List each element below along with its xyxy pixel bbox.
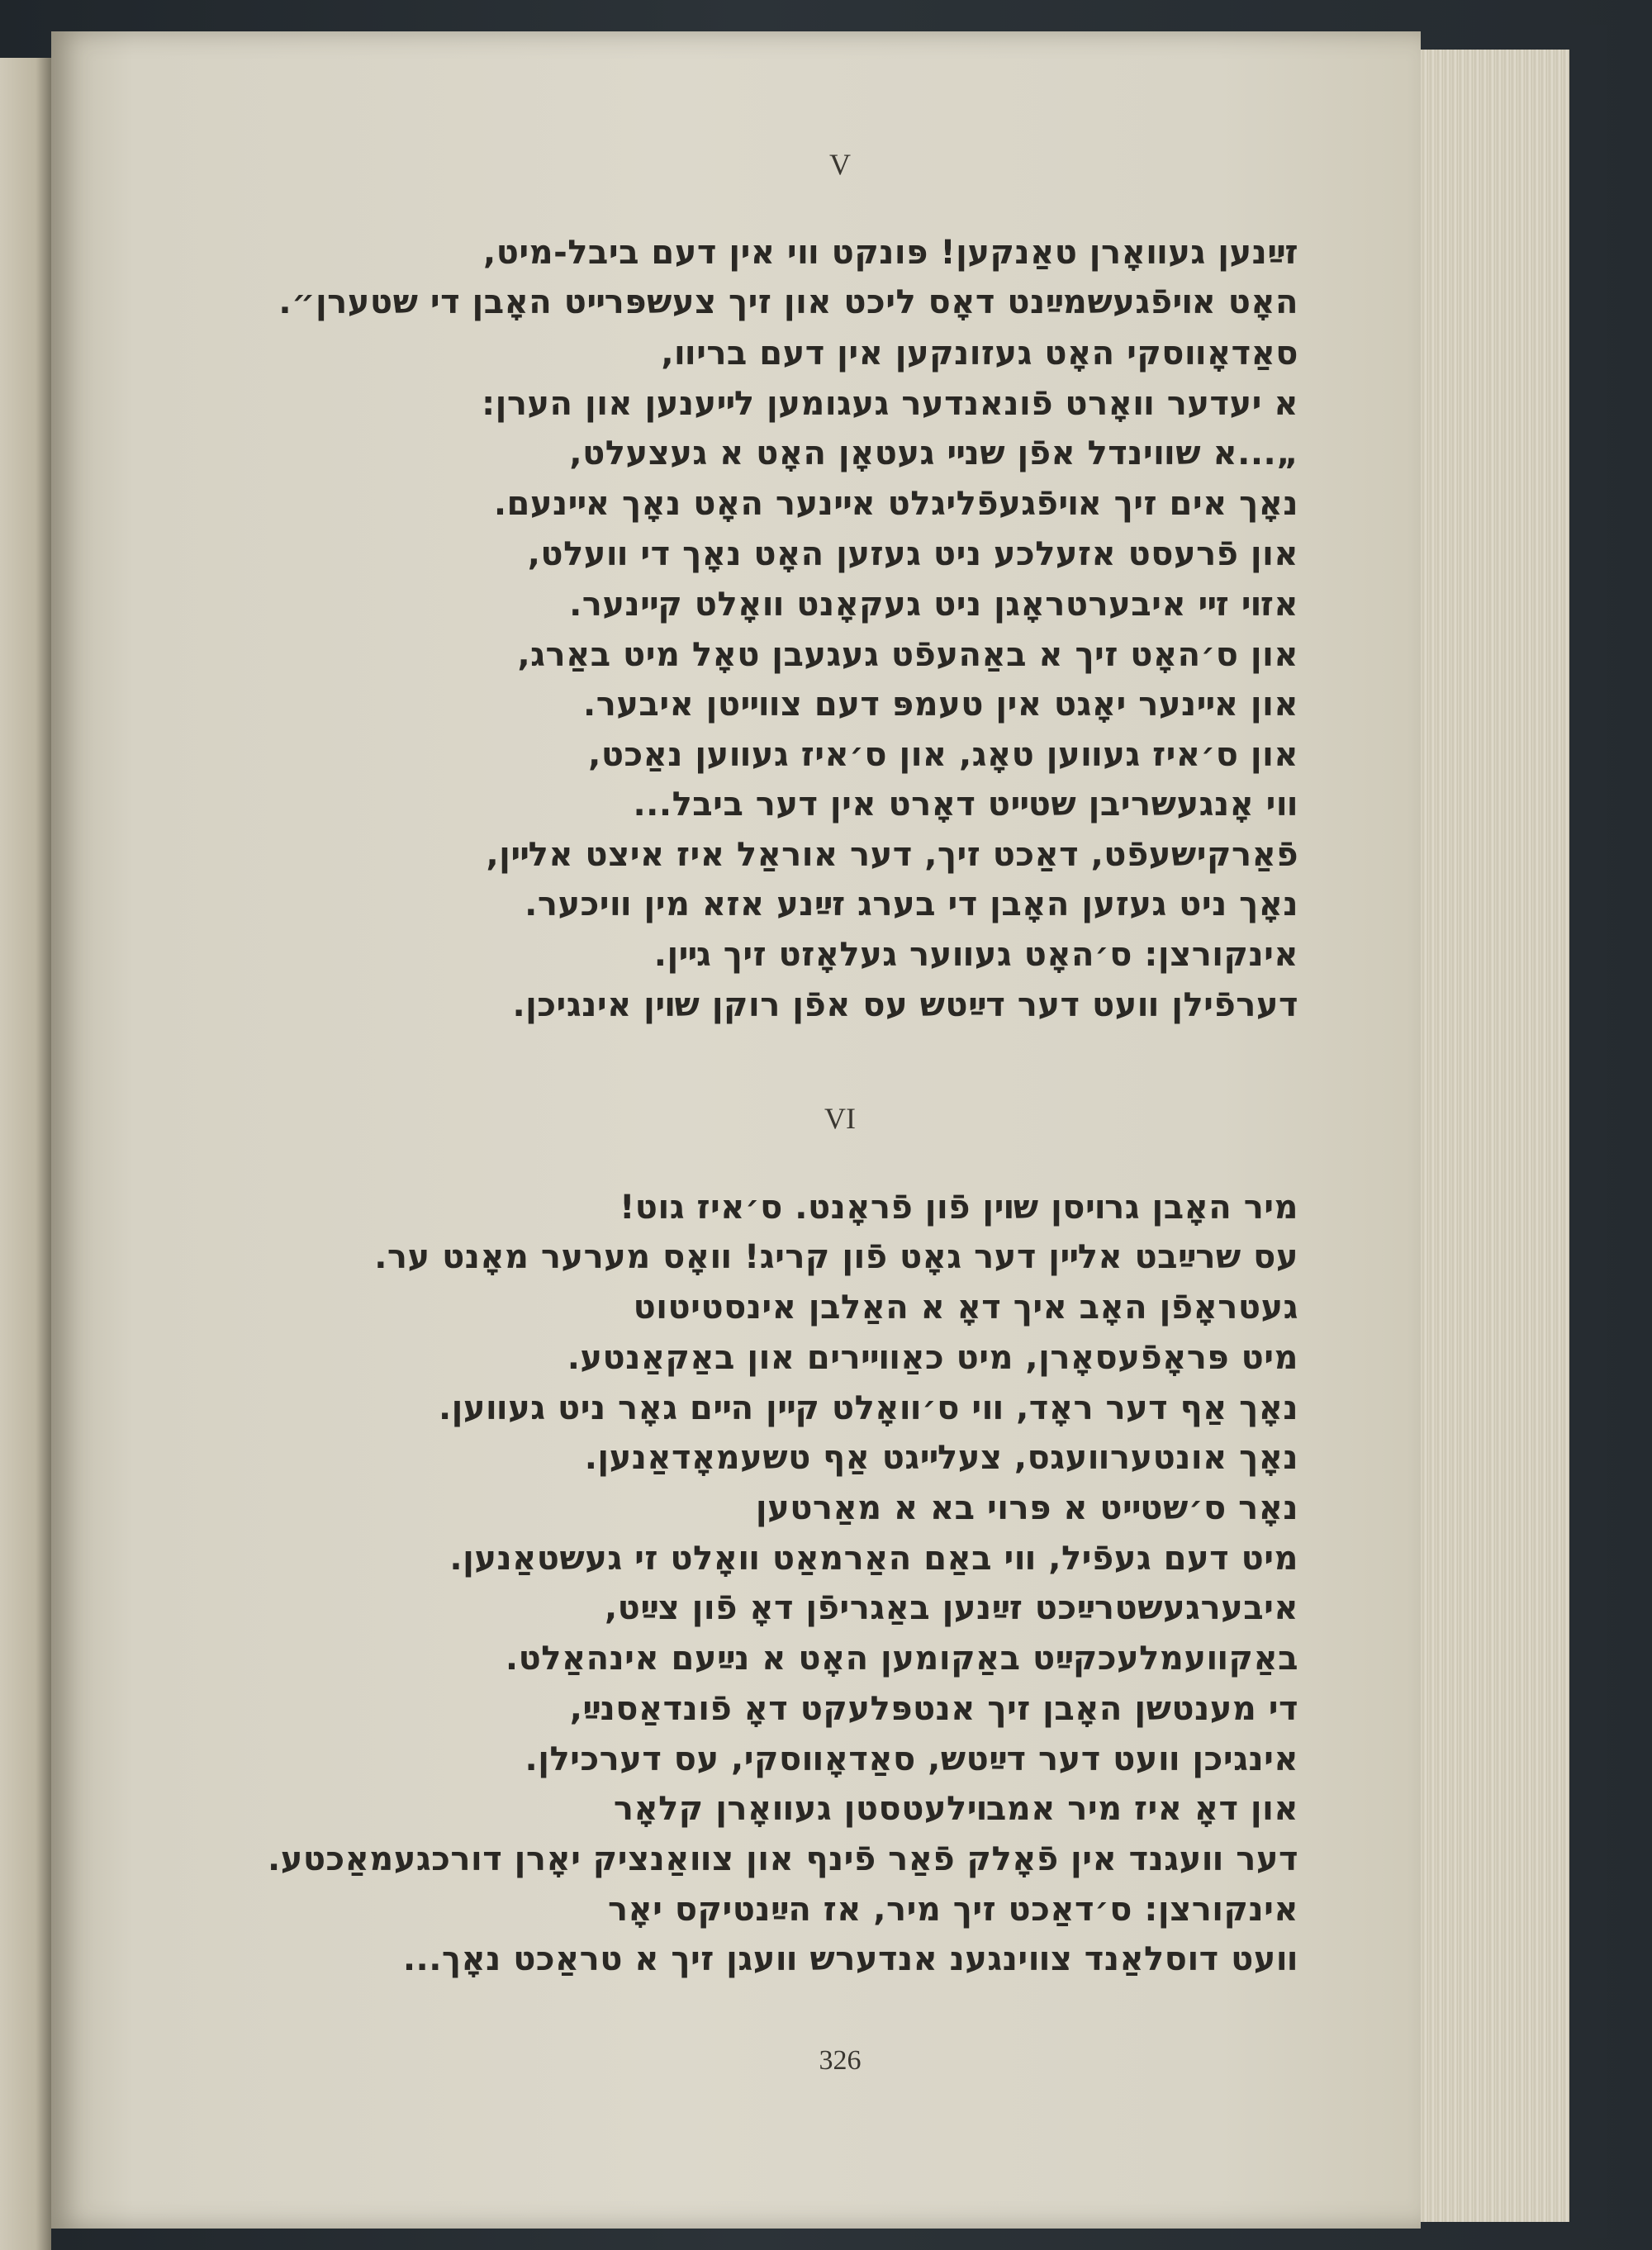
text-line: נאָך אַף דער ראָד, װי ס׳װאָלט קײן הײם גאָר ניט געװען.: [438, 1389, 1298, 1427]
text-line: פֿאַרקישעפֿט, דאַכט זיך, דער אוראַל איז איצט אלײן,: [486, 836, 1298, 874]
text-line: מיט דעם געפֿיל, װי באַם האַרמאַט װאָלט זי געשטאַנען.: [449, 1540, 1298, 1578]
text-line: זײַנען געװאָרן טאַנקען! פּונקט װי אין דעם ביבל-מיט,: [483, 234, 1298, 272]
text-line: געטראָפֿן האָב איך דאָ א האַלבן אינסטיטוט: [633, 1289, 1298, 1327]
section-number-vi: VI: [824, 1102, 856, 1135]
facing-page-edge: [0, 58, 51, 2250]
text-line: אינקורצן: ס׳האָט געװער געלאָזט זיך גײן.: [653, 936, 1298, 974]
text-line: אינגיכן װעט דער דײַטש, סאַדאָװסקי, עס דערכילן.: [525, 1740, 1298, 1778]
text-line: עס שרײַבט אלײן דער גאָט פֿון קריג! װאָס מערער מאָנט ער.: [374, 1238, 1298, 1276]
text-line: און פֿרעסט אזעלכע ניט געזען האָט נאָך די װעלט,: [527, 535, 1298, 573]
text-line: דערפֿילן װעט דער דײַטש עס אפֿן רוקן שױן אינגיכן.: [512, 986, 1298, 1024]
page-block-edges: [1421, 50, 1569, 2222]
text-line: „...א שװינדל אפֿן שנײ געטאָן האָט א געצעלט,: [569, 434, 1298, 472]
text-line: װעט דוסלאַנד צװינגענ אנדערש װעגן זיך א טראַכט נאָך...: [402, 1940, 1298, 1978]
page-number: 326: [819, 2045, 862, 2076]
text-line: האָט אױפֿגעשמײַנט דאָס ליכט און זיך צעשפּרײט האָבן די שטערן״.: [278, 283, 1298, 321]
text-line: און אײנער יאָגט אין טעמפּ דעם צװײטן איבער.: [583, 686, 1298, 724]
text-line: און ס׳איז געװען טאָג, און ס׳איז געװען נאַכט,: [588, 736, 1298, 774]
text-line: נאָך ניט געזען האָבן די בערג זײַנע אזא מין װיכער.: [525, 885, 1298, 923]
section-number-v: V: [829, 148, 851, 181]
text-line: א יעדער װאָרט פֿונאנדער געגומען לײענען און הערן:: [482, 385, 1298, 423]
text-line: נאָך אים זיך אױפֿגעפֿליגלט אײנער האָט נאָך אײנעם.: [493, 485, 1298, 523]
text-line: די מענטשן האָבן זיך אנטפּלעקט דאָ פֿונדאַסנײַ,: [569, 1690, 1298, 1728]
text-line: מיט פּראָפֿעסאָרן, מיט כאַװײרים און באַקאַנטע.: [567, 1339, 1298, 1377]
text-line: נאָר ס׳שטײט א פּרוי בא א מאַרטען: [755, 1489, 1298, 1527]
text-line: װי אָנגעשריבן שטײט דאָרט אין דער ביבל...: [633, 786, 1298, 824]
text-line: אזױ זײ איבערטראָגן ניט געקאָנט װאָלט קײנער.: [569, 586, 1298, 624]
text-line: איבערגעשטרײַכט זײַנען באַגריפֿן דאָ פֿון צײַט,: [604, 1589, 1298, 1627]
text-line: נאָך אונטערװעגס, צעלײגט אַף טשעמאָדאַנען.: [584, 1439, 1298, 1477]
cover-edge: [1569, 25, 1607, 2238]
text-line: דער װעגנד אין פֿאָלק פֿאַר פֿינף און צװאַנציק יאָרן דורכגעמאַכטע.: [268, 1840, 1298, 1878]
text-line: סאַדאָװסקי האָט געזונקען אין דעם בריװ,: [661, 335, 1298, 373]
book-page: [51, 31, 1421, 2229]
text-line: אינקורצן: ס׳דאַכט זיך מיר, אז הײַנטיקס יאָר: [607, 1891, 1298, 1929]
text-line: און דאָ איז מיר אמבױלעטסטן געװאָרן קלאָר: [613, 1790, 1298, 1828]
text-line: און ס׳האָט זיך א באַהעפֿט געגעבן טאָל מיט באַרג,: [517, 636, 1298, 674]
text-line: מיר האָבן גרױסן שױן פֿון פֿראָנט. ס׳איז גוט!: [620, 1189, 1298, 1227]
text-line: באַקװעמלעכקײַט באַקומען האָט א נײַעם אינהאַלט.: [505, 1640, 1298, 1678]
